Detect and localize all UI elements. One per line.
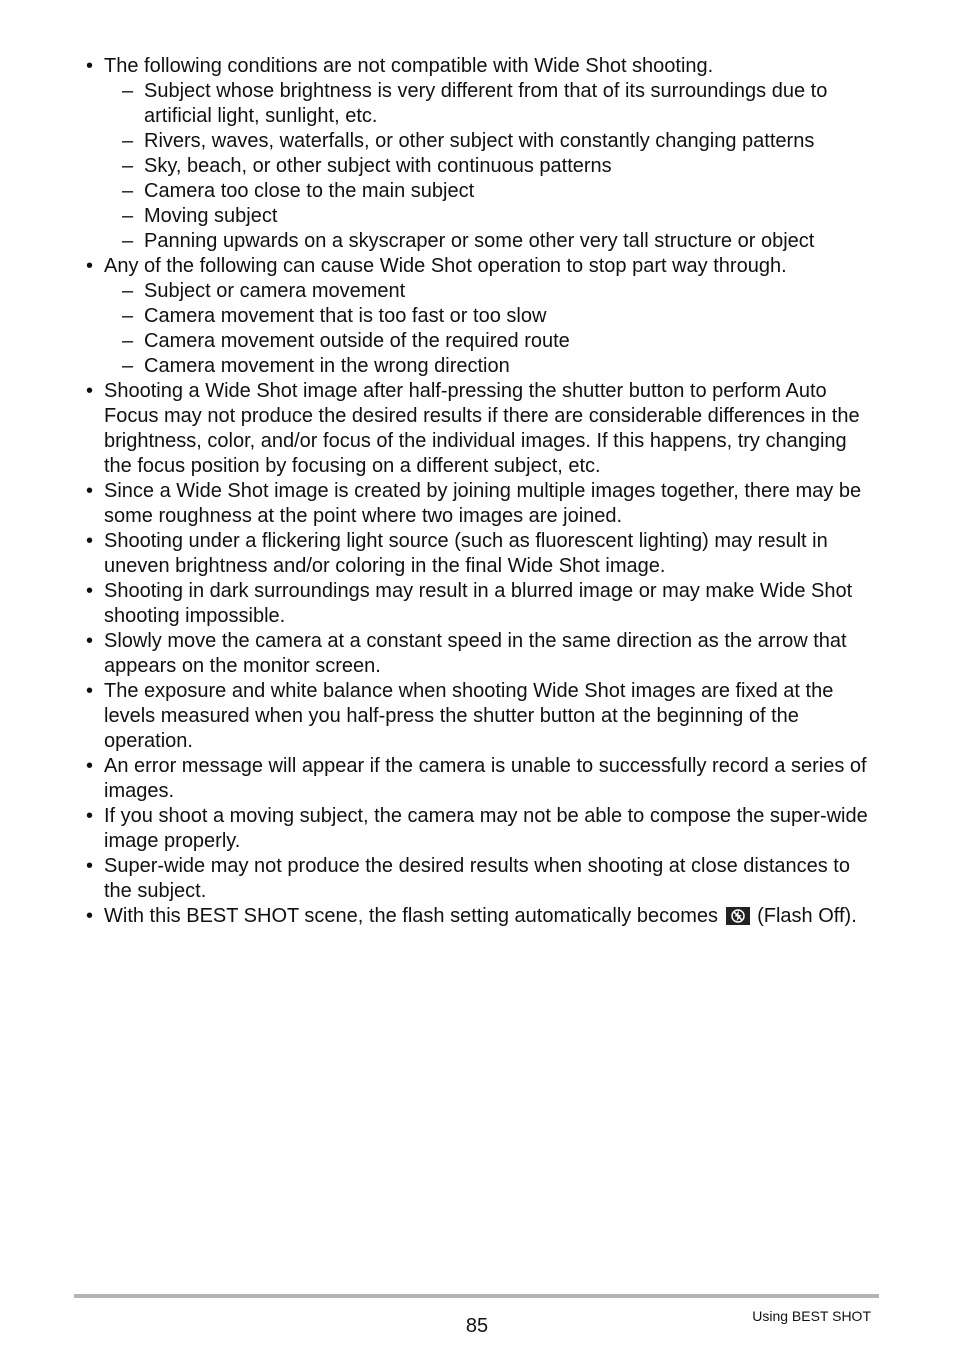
sub-item: – Subject whose brightness is very different from that of its surroundings due to artificial light, sunlight, etc. — [104, 79, 876, 129]
section-name: Using BEST SHOT — [752, 1308, 871, 1324]
flash-text-after: (Flash Off). — [757, 905, 857, 927]
bullet-text: Any of the following can cause Wide Shot operation to stop part way through. — [104, 255, 787, 277]
bullet-item-11: • Super-wide may not produce the desired results when shooting at close distances to the subject. — [86, 854, 876, 904]
page-body — [86, 54, 876, 929]
bullet-item-4: • Since a Wide Shot image is created by joining multiple images together, there may be some roughness at the point where two images are joined. — [86, 479, 876, 529]
bullet-item-1 — [86, 54, 876, 254]
sub-item: – Rivers, waves, waterfalls, or other subject with constantly changing patterns — [104, 129, 876, 154]
bullet-item-8: • The exposure and white balance when shooting Wide Shot images are fixed at the levels measured when you half-press the shutter button at the beginning of the operation. — [86, 679, 876, 754]
page-number: 85 — [465, 1315, 489, 1337]
sub-item: – Camera movement outside of the required route — [104, 329, 876, 354]
bullet-item-7: • Slowly move the camera at a constant speed in the same direction as the arrow that appears on the monitor screen. — [86, 629, 876, 679]
bullet-text: The following conditions are not compatible with Wide Shot shooting. — [104, 55, 714, 77]
bullet-item-5: • Shooting under a flickering light source (such as fluorescent lighting) may result in uneven brightness and/or coloring in the final Wide Shot image. — [86, 529, 876, 579]
sub-item: – Panning upwards on a skyscraper or some other very tall structure or object — [104, 229, 876, 254]
sub-item: – Subject or camera movement — [104, 279, 876, 304]
sub-item: – Moving subject — [104, 204, 876, 229]
bullet-item-2 — [86, 254, 876, 379]
sub-item: – Sky, beach, or other subject with continuous patterns — [104, 154, 876, 179]
sub-item: – Camera movement that is too fast or too slow — [104, 304, 876, 329]
flash-text-before: With this BEST SHOT scene, the flash setting automatically becomes — [104, 905, 718, 927]
footer-divider — [74, 1294, 879, 1298]
sub-item: – Camera movement in the wrong direction — [104, 354, 876, 379]
bullet-item-9: • An error message will appear if the camera is unable to successfully record a series of images. — [86, 754, 876, 804]
bullet-item-3: • Shooting a Wide Shot image after half-pressing the shutter button to perform Auto Focus may not produce the desired results if there are considerable differences in the brightness, color, and/or focus of the individual images. If this happens, try changing the focus position by focusing on a different subject, etc. — [86, 379, 876, 479]
flash-off-icon — [726, 907, 750, 925]
bullet-item-flash — [86, 904, 876, 929]
sub-item: – Camera too close to the main subject — [104, 179, 876, 204]
bullet-item-10: • If you shoot a moving subject, the camera may not be able to compose the super-wide image properly. — [86, 804, 876, 854]
bullet-item-6: • Shooting in dark surroundings may result in a blurred image or may make Wide Shot shooting impossible. — [86, 579, 876, 629]
